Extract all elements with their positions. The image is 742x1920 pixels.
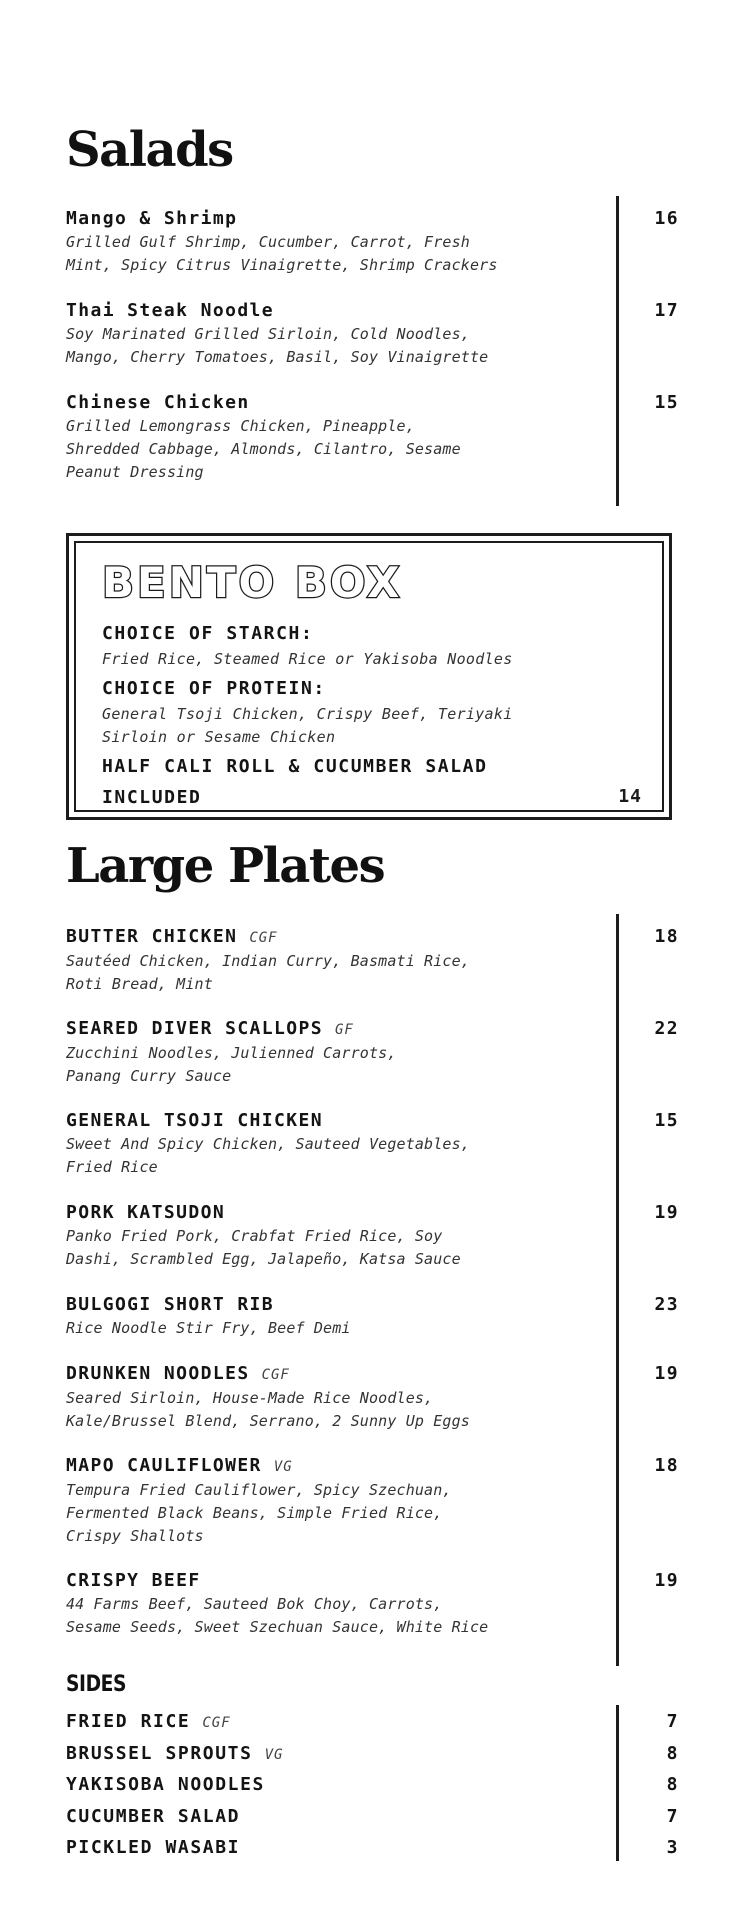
item-description: Grilled Lemongrass Chicken, Pineapple, Shredded Cabbage, Almonds, Cilantro, Sesame Peanut Dressing: [66, 417, 461, 481]
item-price: 3: [666, 1837, 679, 1858]
item-name-wrap: [66, 1017, 354, 1042]
item-name: CRISPY BEEF: [66, 1570, 201, 1591]
item-price: 19: [654, 1363, 679, 1384]
item-price: 7: [666, 1711, 679, 1732]
bento-protein-label: CHOICE OF PROTEIN:: [102, 678, 326, 699]
item-price: 8: [666, 1742, 679, 1764]
item-name-wrap: [66, 925, 278, 950]
list-item: [66, 1569, 679, 1639]
dietary-tag: CGF: [249, 930, 278, 946]
item-price: 19: [654, 1202, 679, 1223]
list-item: [66, 925, 679, 1017]
item-name: BRUSSEL SPROUTS: [66, 1742, 253, 1764]
bento-included-line1: HALF CALI ROLL & CUCUMBER SALAD: [102, 756, 488, 777]
item-description: Seared Sirloin, House-Made Rice Noodles, Kale/Brussel Blend, Serrano, 2 Sunny Up Eggs: [66, 1389, 470, 1430]
item-price: 7: [666, 1805, 679, 1827]
sides-title: SIDES: [66, 1672, 127, 1697]
item-name: CUCUMBER SALAD: [66, 1805, 241, 1827]
list-item: [66, 1362, 679, 1454]
item-name: Chinese Chicken: [66, 392, 250, 413]
item-name: BUTTER CHICKEN: [66, 926, 238, 947]
item-header: [66, 391, 679, 415]
item-name-wrap: [66, 1362, 290, 1387]
list-item: [66, 1769, 679, 1801]
item-price: 18: [654, 926, 679, 947]
item-price: 18: [654, 1455, 679, 1476]
large-plates-title: Large Plates: [66, 838, 385, 894]
item-price: 15: [654, 1110, 679, 1131]
item-price: 16: [654, 208, 679, 229]
salads-title: Salads: [66, 122, 233, 178]
item-name: BULGOGI SHORT RIB: [66, 1294, 275, 1315]
bento-box-panel: [66, 533, 672, 820]
item-header: [66, 1569, 679, 1593]
item-header: [66, 925, 679, 950]
list-item: [66, 1801, 679, 1833]
item-header: [66, 1109, 679, 1133]
list-item: [66, 1738, 679, 1770]
item-header: [66, 299, 679, 323]
item-price: 17: [654, 300, 679, 321]
item-name: YAKISOBA NOODLES: [66, 1774, 265, 1795]
item-name: FRIED RICE: [66, 1711, 191, 1732]
item-description: Grilled Gulf Shrimp, Cucumber, Carrot, Fresh Mint, Spicy Citrus Vinaigrette, Shrimp Crackers: [66, 233, 498, 274]
item-header: [66, 207, 679, 231]
item-price: 19: [654, 1570, 679, 1591]
item-header: [66, 1454, 679, 1479]
bento-starch-options: Fried Rice, Steamed Rice or Yakisoba Noodles: [102, 650, 513, 668]
list-item: [66, 1832, 679, 1864]
list-item: [66, 1201, 679, 1293]
item-price: 8: [666, 1774, 679, 1795]
list-item: [66, 1109, 679, 1201]
item-price: 15: [654, 392, 679, 413]
item-description: 44 Farms Beef, Sauteed Bok Choy, Carrots, Sesame Seeds, Sweet Szechuan Sauce, White Rice: [66, 1595, 489, 1636]
item-header: [66, 1017, 679, 1042]
item-name-wrap: [66, 1738, 283, 1772]
bento-protein: [102, 675, 642, 749]
bento-price: 14: [618, 786, 642, 807]
bento-included-line2: INCLUDED: [102, 787, 202, 808]
item-name: GENERAL TSOJI CHICKEN: [66, 1110, 323, 1131]
salads-list: [66, 207, 679, 484]
item-name: PICKLED WASABI: [66, 1837, 241, 1858]
list-item: [66, 1017, 679, 1109]
item-name: PORK KATSUDON: [66, 1202, 226, 1223]
item-description: Panko Fried Pork, Crabfat Fried Rice, Soy Dashi, Scrambled Egg, Jalapeño, Katsa Sauce: [66, 1227, 461, 1268]
dietary-tag: CGF: [202, 1715, 231, 1731]
item-description: Tempura Fried Cauliflower, Spicy Szechuan, Fermented Black Beans, Simple Fried Rice, Crispy Shallots: [66, 1481, 452, 1545]
list-item: [66, 299, 679, 391]
item-header: [66, 1293, 679, 1317]
item-description: Soy Marinated Grilled Sirloin, Cold Noodles, Mango, Cherry Tomatoes, Basil, Soy Vinaigrette: [66, 325, 489, 366]
item-price: 22: [654, 1018, 679, 1039]
item-header: [66, 1201, 679, 1225]
bento-starch-label: CHOICE OF STARCH:: [102, 623, 314, 644]
bento-inner-frame: [74, 541, 664, 812]
item-header: [66, 1362, 679, 1387]
item-description: Rice Noodle Stir Fry, Beef Demi: [66, 1319, 351, 1337]
item-name: MAPO CAULIFLOWER: [66, 1455, 262, 1476]
dietary-tag: VG: [264, 1746, 284, 1763]
bento-starch: [102, 620, 642, 671]
item-name: SEARED DIVER SCALLOPS: [66, 1018, 323, 1039]
item-name-wrap: [66, 1706, 231, 1740]
item-name-wrap: [66, 1454, 293, 1479]
dietary-tag: GF: [334, 1022, 354, 1038]
dietary-tag: CGF: [261, 1367, 290, 1383]
list-item: [66, 1706, 679, 1738]
item-description: Zucchini Noodles, Julienned Carrots, Panang Curry Sauce: [66, 1044, 397, 1085]
large-plates-list: [66, 925, 679, 1639]
bento-included: [102, 751, 642, 813]
item-description: Sautéed Chicken, Indian Curry, Basmati Rice, Roti Bread, Mint: [66, 952, 470, 993]
item-description: Sweet And Spicy Chicken, Sauteed Vegetables, Fried Rice: [66, 1135, 470, 1176]
item-name: Thai Steak Noodle: [66, 300, 275, 321]
item-price: 23: [654, 1294, 679, 1315]
bento-protein-options: General Tsoji Chicken, Crispy Beef, Teriyaki Sirloin or Sesame Chicken: [102, 705, 513, 746]
list-item: [66, 207, 679, 299]
list-item: [66, 1293, 679, 1362]
list-item: [66, 1454, 679, 1569]
dietary-tag: VG: [273, 1459, 293, 1475]
sides-list: [66, 1706, 679, 1864]
list-item: [66, 391, 679, 484]
bento-title: BENTO BOX: [102, 558, 403, 607]
item-name: DRUNKEN NOODLES: [66, 1363, 250, 1384]
item-name: Mango & Shrimp: [66, 208, 238, 229]
